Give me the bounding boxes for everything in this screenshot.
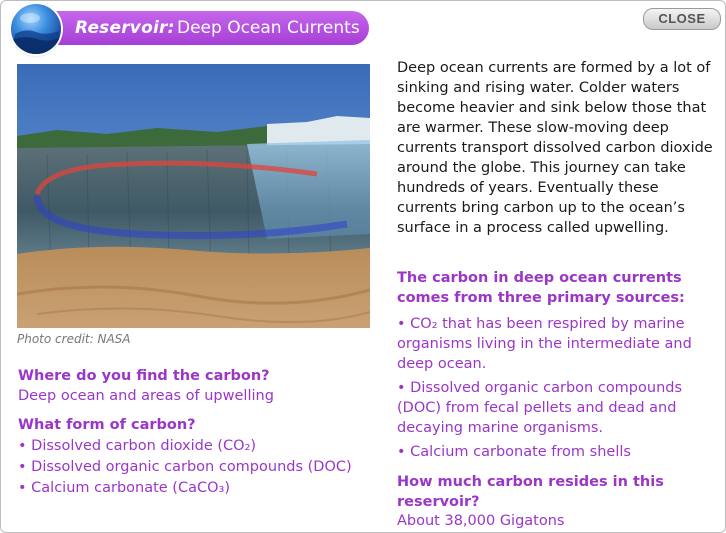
howmuch-heading: How much carbon resides in this reservoir? [397, 474, 664, 510]
reservoir-label: Reservoir: [75, 18, 175, 38]
globe-icon [11, 4, 61, 54]
carbon-forms-list [18, 437, 352, 500]
where-heading: Where do you find the carbon? [18, 368, 270, 384]
close-button[interactable]: CLOSE [643, 8, 721, 30]
list-item: • CO₂ that has been respired by marine organisms living in the intermediate and deep ocean. [397, 316, 692, 372]
ocean-currents-photo [17, 64, 370, 328]
description-text: Deep ocean currents are formed by a lot of sinking and rising water. Colder waters become heavier and sink below those that are warmer. These slow-moving deep currents transport dissolved carbon dioxide around the globe. This journey can take hundreds of years. Eventually these currents bring carbon up to the ocean’s surface in a process called upwelling. [397, 60, 713, 236]
sources-list [397, 314, 715, 466]
carbon-amount: About 38,000 Gigatons [397, 513, 565, 529]
list-item: • Dissolved organic carbon compounds (DOC) [18, 459, 352, 475]
list-item: • Dissolved organic carbon compounds (DOC) from fecal pellets and dead and decaying marine organisms. [397, 380, 683, 436]
form-heading: What form of carbon? [18, 417, 196, 433]
photo-credit: Photo credit: NASA [17, 332, 131, 346]
list-item: • Calcium carbonate (CaCO₃) [18, 480, 230, 496]
list-item: • Dissolved carbon dioxide (CO₂) [18, 438, 257, 454]
title-bar [31, 11, 369, 45]
sources-heading: The carbon in deep ocean currents comes from three primary sources: [397, 270, 685, 306]
where-text: Deep ocean and areas of upwelling [18, 388, 274, 404]
list-item: • Calcium carbonate from shells [397, 444, 631, 460]
reservoir-name: Deep Ocean Currents [177, 18, 360, 38]
